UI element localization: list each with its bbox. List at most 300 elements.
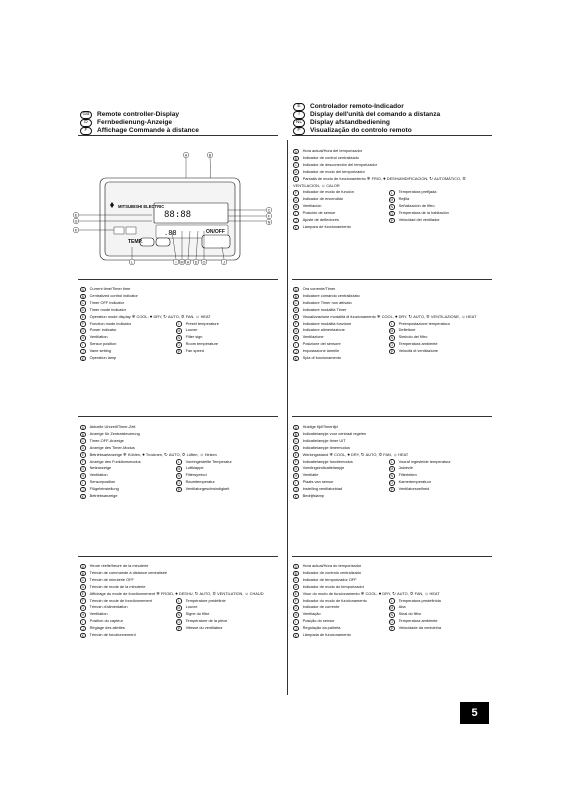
legend-item <box>176 334 219 341</box>
letter-circle: A <box>294 564 297 569</box>
legend-item <box>176 604 227 611</box>
cool-icon: ❄ <box>366 175 371 181</box>
letter-circle: E <box>294 453 297 458</box>
legend-text: Current time/Timer time <box>89 286 131 291</box>
legend-text: Velocidad del ventilador <box>398 217 440 223</box>
letter-circle: M <box>390 467 394 472</box>
legend-text: Témoin de mode de fonctionnement <box>89 597 152 603</box>
letter-circle: N <box>390 204 393 209</box>
legend-text: Huidige tijd/Timertijd <box>302 424 338 429</box>
legend-item <box>80 570 264 577</box>
legend-columns <box>293 321 476 362</box>
letter-circle: K <box>81 356 84 361</box>
svg-text:N: N <box>267 220 271 225</box>
legend-text: Indicatielampje voor centraal regelen <box>302 430 367 436</box>
letter-circle: K <box>294 225 297 230</box>
legend-item <box>389 604 441 611</box>
letter-circle: K <box>81 494 84 499</box>
mode-option: AUTO, <box>168 451 181 457</box>
dry-icon: ● <box>378 590 382 596</box>
letter-circle: M <box>390 606 394 611</box>
legend-text: Indicador de desconexión del temporizador <box>302 161 377 167</box>
header-line <box>80 111 199 119</box>
heat-icon: ☼ <box>461 313 466 319</box>
legend-item <box>389 618 441 625</box>
lang-badge: F <box>80 127 92 135</box>
letter-circle: M <box>390 329 394 334</box>
letter-circle: J <box>295 487 297 492</box>
legend-item <box>176 348 219 355</box>
legend-item-mode <box>293 176 493 190</box>
legend-text: Instelling ventilatorblad <box>302 486 343 492</box>
rule-row-1-right <box>292 279 492 280</box>
legend-item <box>293 431 451 438</box>
legend-item <box>293 618 389 625</box>
legend-text: Indicatore alimentazione <box>302 327 345 333</box>
legend-text: Señalización de filtro <box>398 203 435 209</box>
cool-icon: ❄ <box>360 590 365 596</box>
legend-text: Température prédéfinie <box>185 597 226 603</box>
legend-item <box>293 327 389 334</box>
legend-item <box>293 162 493 169</box>
mode-option: VENTILATION, <box>217 590 244 596</box>
brand-label: MITSUBISHI ELECTRIC <box>118 204 165 209</box>
legend-item <box>293 300 476 307</box>
legend-text: Indicatielampje functiemodus <box>302 458 353 464</box>
legend-item <box>389 334 450 341</box>
remote-controller-diagram <box>72 151 282 271</box>
legend-item <box>80 327 176 334</box>
letter-circle: P <box>390 626 393 631</box>
legend-pt <box>293 563 441 639</box>
legend-text: Room temperature <box>185 341 219 347</box>
heat-icon: ☼ <box>424 590 429 596</box>
legend-item <box>80 307 219 314</box>
legend-text: Sensor position <box>89 341 117 347</box>
svg-text:E: E <box>74 213 78 218</box>
legend-item <box>176 341 219 348</box>
legend-item <box>293 203 389 210</box>
mode-option: FRIO, <box>371 175 382 181</box>
letter-circle: H <box>294 474 297 478</box>
letter-circle: D <box>294 308 297 313</box>
legend-item <box>293 486 389 493</box>
onoff-button <box>202 235 230 248</box>
mode-option: AUTO, <box>365 451 378 457</box>
letter-circle: I <box>80 342 86 348</box>
legend-text: Rejilla <box>398 196 410 202</box>
legend-col-left <box>80 321 176 362</box>
mode-option: CALOR <box>326 182 340 188</box>
legend-text: Vitesse du ventilateur <box>185 625 223 631</box>
legend-text: Anzeige für Zentralsteuerung <box>89 430 140 436</box>
legend-item <box>176 625 227 632</box>
legend-item <box>389 348 450 355</box>
mode-option: HEAT <box>200 313 211 319</box>
legend-text: Aktuelle Uhrzeit/Timer-Zeit <box>89 424 136 429</box>
legend-item <box>293 196 389 203</box>
lang-badge: NL <box>293 119 305 127</box>
legend-text: Témoin d'alimentation <box>89 604 128 610</box>
letter-circle: A <box>294 425 297 430</box>
fan-icon: ✡ <box>180 313 185 319</box>
legend-item <box>389 486 451 493</box>
legend-nl <box>293 424 451 500</box>
mode-option: Trocknen, <box>145 451 164 457</box>
cool-icon: ❄ <box>329 451 334 457</box>
legend-item <box>80 300 219 307</box>
letter-circle: B <box>294 571 297 576</box>
mode-option: DESHUMIDIFICACION, <box>386 175 429 181</box>
legend-item <box>176 618 227 625</box>
legend-text: Louvre <box>185 604 198 610</box>
heat-icon: ☼ <box>244 590 249 596</box>
header-line <box>293 111 440 119</box>
column-divider <box>287 140 288 695</box>
legend-columns <box>80 598 264 639</box>
legend-text: Posição do sensor <box>302 618 335 624</box>
legend-item <box>80 625 176 632</box>
letter-circle: O <box>390 619 394 624</box>
mode-option: COOL, <box>136 313 149 319</box>
page-number: 5 <box>460 702 489 724</box>
letter-circle: J <box>295 349 297 354</box>
legend-item <box>389 189 449 196</box>
legend-text: Ventilation <box>89 472 108 478</box>
rule-row-2-right <box>292 416 492 417</box>
legend-item <box>80 286 219 293</box>
svg-text:F: F <box>267 214 271 219</box>
letter-circle: C <box>294 439 297 444</box>
legend-text: Réglage des ailettes <box>89 625 125 631</box>
mode-option: DRY, <box>153 313 163 319</box>
letter-circle: B <box>294 432 297 437</box>
legend-item <box>293 424 451 431</box>
letter-circle: C <box>294 578 297 583</box>
letter-circle: O <box>177 342 181 347</box>
legend-item <box>80 445 232 452</box>
legend-text: Indicador de corrente <box>302 604 340 610</box>
fan-icon: ✡ <box>181 451 186 457</box>
letter-circle: L <box>390 322 393 327</box>
svg-text:I: I <box>175 260 177 265</box>
letter-circle: O <box>390 480 394 485</box>
legend-text: Heure réelle/heure de la minuterie <box>89 563 149 568</box>
legend-item <box>176 459 232 466</box>
mode-option: HEAT <box>466 313 477 319</box>
header-line <box>80 127 199 135</box>
legend-item <box>80 493 176 500</box>
legend-text: Preset temperature <box>185 320 219 326</box>
legend-item-mode <box>293 452 451 459</box>
legend-text: Anzeige des Funktionsmodus <box>89 458 141 464</box>
legend-item <box>389 203 449 210</box>
legend-col-left <box>293 321 389 362</box>
letter-circle: N <box>390 613 393 617</box>
legend-item <box>293 348 389 355</box>
legend-text: Velocità di ventilazione <box>398 348 438 354</box>
letter-circle: M <box>177 467 181 472</box>
svg-text:G: G <box>74 219 78 224</box>
fan-icon: ✡ <box>462 175 466 181</box>
legend-text: Indicador de modo de función <box>302 189 354 195</box>
legend-text: Indicador de temporizador OFF <box>302 576 357 582</box>
legend-text: Betriebsartanzeige <box>89 451 123 457</box>
legend-text: Simbolo del filtro <box>398 334 428 340</box>
mode-option: AUTO, <box>396 590 409 596</box>
legend-text: Filterteken <box>398 472 417 478</box>
letter-circle: P <box>177 626 180 631</box>
auto-icon: ↻ <box>392 590 396 596</box>
letter-circle: O <box>390 211 394 216</box>
mode-option: FAN, <box>383 451 392 457</box>
legend-item <box>176 479 232 486</box>
letter-circle: C <box>81 578 84 583</box>
header-text: Remote controller-Display <box>97 111 180 119</box>
legend-item <box>293 472 389 479</box>
legend-text: Regulação da palheta <box>302 625 341 631</box>
rule-row-2-left <box>78 416 278 417</box>
letter-circle: L <box>390 460 393 465</box>
legend-text: Temperatura de la habitación <box>398 210 449 216</box>
letter-circle: G <box>294 329 298 334</box>
header-line <box>293 119 440 127</box>
fan-icon: ✡ <box>212 590 217 596</box>
legend-item <box>80 604 176 611</box>
legend-text: Posizione del sensore <box>302 341 341 347</box>
legend-text: Visualizzazione modalità di funzionamento <box>302 313 376 319</box>
legend-text: Indicatore modalità Timer <box>302 306 347 312</box>
legend-item <box>389 465 451 472</box>
legend-col-left <box>80 598 176 639</box>
legend-item <box>389 459 451 466</box>
legend-text: Betriebsanzeige <box>89 493 118 499</box>
legend-text: Visor do modo de funcionamento <box>302 590 360 596</box>
legend-item <box>293 189 389 196</box>
legend-de <box>80 424 232 500</box>
legend-gb <box>80 286 219 362</box>
svg-text:L: L <box>131 260 133 265</box>
legend-text: Indicatielampje timermodus <box>302 444 350 450</box>
legend-text: Indicatore modalità funzione <box>302 320 352 326</box>
letter-circle: L <box>177 460 180 465</box>
mode-option: COOL, <box>381 313 394 319</box>
rule-top-left <box>78 135 278 136</box>
legend-item <box>293 570 441 577</box>
legend-col-right <box>176 598 227 639</box>
letter-circle: B <box>81 571 84 576</box>
legend-item <box>80 611 176 618</box>
header-right <box>293 103 440 135</box>
header-text: Fernbedienung-Anzeige <box>97 119 173 127</box>
auto-icon: ↻ <box>360 451 365 457</box>
legend-item <box>389 321 450 328</box>
legend-text: Indicador do modo de funcionamento <box>302 597 367 603</box>
letter-circle: E <box>81 592 84 597</box>
legend-item <box>80 479 176 486</box>
legend-text: Indicatore Timer non attivato <box>302 299 352 305</box>
letter-circle: N <box>390 474 393 478</box>
legend-item <box>293 321 389 328</box>
mode-option: AUTOMÁTICO, <box>434 175 462 181</box>
legend-item <box>80 355 176 362</box>
temp-label: TEMP. <box>128 239 143 245</box>
legend-it <box>293 286 476 362</box>
legend-item <box>80 459 176 466</box>
letter-circle: B <box>81 432 84 437</box>
legend-text: Bedrijfslamp <box>302 493 324 499</box>
letter-circle: I <box>293 619 299 625</box>
legend-item <box>80 472 176 479</box>
letter-circle: B <box>81 294 84 299</box>
legend-text: Ventilação <box>302 611 321 617</box>
legend-text: Ventilation <box>89 334 108 340</box>
svg-text:.88: .88 <box>164 229 177 237</box>
cool-icon: ❄ <box>131 313 136 319</box>
legend-text: Affichage du mode de fonctionnement <box>89 590 156 596</box>
letter-circle: A <box>81 425 84 430</box>
legend-text: Voreingestellte Temperatur <box>185 458 232 464</box>
legend-item <box>389 625 441 632</box>
letter-circle: N <box>177 474 180 478</box>
auto-icon: ↻ <box>164 451 168 457</box>
legend-item <box>176 486 232 493</box>
auto-icon: ↻ <box>408 313 413 319</box>
legend-text: Deflettore <box>398 327 416 333</box>
legend-item <box>389 598 441 605</box>
legend-col-right <box>389 321 450 362</box>
legend-text: Impostazione lamelle <box>302 348 340 354</box>
mode-option: HEAT <box>429 590 440 596</box>
mode-option: Heizen <box>204 451 217 457</box>
mode-option: AUTO, <box>168 313 180 319</box>
mode-option: Kühlen, <box>127 451 142 457</box>
letter-circle: N <box>177 613 180 617</box>
legend-text: Sinal do filtro <box>398 611 422 617</box>
legend-col-right <box>176 459 232 500</box>
letter-circle: C <box>81 439 84 444</box>
legend-text: Indicador de encendido <box>302 196 344 202</box>
auto-icon: ↻ <box>194 590 199 596</box>
legend-text: Anzeige des Timer-Modus <box>89 444 135 450</box>
legend-text: Raumtemperatur <box>185 479 215 485</box>
legend-text: Indicatielampje timer UIT <box>302 437 346 443</box>
legend-item <box>293 286 476 293</box>
legend-item <box>389 472 451 479</box>
legend-fr <box>80 563 264 639</box>
letter-circle: O <box>177 619 181 624</box>
legend-col-right <box>176 321 219 362</box>
legend-item <box>389 217 449 224</box>
legend-item <box>389 341 450 348</box>
legend-item <box>176 598 227 605</box>
legend-item <box>293 611 389 618</box>
legend-item <box>293 210 389 217</box>
legend-item <box>80 321 176 328</box>
heat-icon: ☼ <box>199 451 204 457</box>
legend-text: Témoin de commande à distance centralisée <box>89 569 168 575</box>
letter-circle: D <box>81 308 84 313</box>
legend-item <box>293 155 493 162</box>
letter-circle: M <box>177 606 181 611</box>
legend-item <box>293 293 476 300</box>
legend-text: Vane setting <box>89 348 111 354</box>
legend-text: Netzanzeige <box>89 465 112 471</box>
mode-option: FAN, <box>414 590 424 596</box>
legend-item <box>293 465 389 472</box>
letter-circle: B <box>294 156 297 161</box>
legend-item <box>80 486 176 493</box>
legend-text: Preimpostazione temperatura <box>398 320 450 326</box>
legend-item <box>293 479 389 486</box>
letter-circle: G <box>294 467 298 472</box>
header-left <box>80 111 199 135</box>
legend-item <box>80 438 232 445</box>
mode-option: FROID, <box>160 590 175 596</box>
legend-text: Timer OFF indicator <box>89 299 125 305</box>
mode-option: CHAUD <box>249 590 264 596</box>
header-text: Display afstandbediening <box>310 119 390 127</box>
cool-icon: ❄ <box>123 451 127 457</box>
letter-circle: F <box>81 322 84 327</box>
header-text: Controlador remoto-Indicador <box>310 103 404 111</box>
legend-col-right <box>389 598 441 639</box>
heat-icon: ☼ <box>392 451 398 457</box>
legend-item <box>293 625 389 632</box>
legend-text: Position du capteur <box>89 618 123 624</box>
letter-circle: I <box>293 480 299 486</box>
legend-item <box>80 334 176 341</box>
legend-text: Voedingsindicatielampje <box>302 465 345 471</box>
legend-item-mode <box>80 314 219 321</box>
legend-text: Indicatore comando centralizzato <box>302 292 360 298</box>
header-line <box>293 103 440 111</box>
mode-option: AUTO, <box>199 590 212 596</box>
letter-circle: H <box>81 336 84 340</box>
lcd-readout: 88:88 <box>164 210 192 220</box>
letter-circle: J <box>82 487 84 492</box>
letter-circle: F <box>81 460 84 465</box>
letter-circle: J <box>82 626 84 631</box>
letter-circle: H <box>81 613 84 617</box>
letter-circle: P <box>177 349 180 354</box>
legend-item <box>293 563 441 570</box>
legend-item <box>293 148 493 155</box>
letter-circle: F <box>294 191 297 196</box>
legend-columns <box>293 189 493 230</box>
legend-item <box>389 327 450 334</box>
letter-circle: D <box>294 446 297 451</box>
legend-item <box>293 577 441 584</box>
letter-circle: E <box>81 315 84 320</box>
legend-text: Jaloezie <box>398 465 413 471</box>
legend-item <box>176 465 232 472</box>
legend-text: Operation lamp <box>89 355 117 361</box>
letter-circle: E <box>81 453 84 458</box>
legend-item <box>389 611 441 618</box>
letter-circle: F <box>294 460 297 465</box>
letter-circle: M <box>390 198 394 202</box>
legend-text: Posición de sensor <box>302 210 336 216</box>
letter-circle: C <box>294 301 297 306</box>
legend-item <box>80 431 232 438</box>
legend-item <box>80 341 176 348</box>
heat-icon: ☼ <box>321 182 326 188</box>
legend-item <box>293 604 389 611</box>
svg-text:H: H <box>186 260 190 265</box>
letter-circle: P <box>177 487 180 492</box>
legend-text: Luftklappe <box>185 465 204 471</box>
